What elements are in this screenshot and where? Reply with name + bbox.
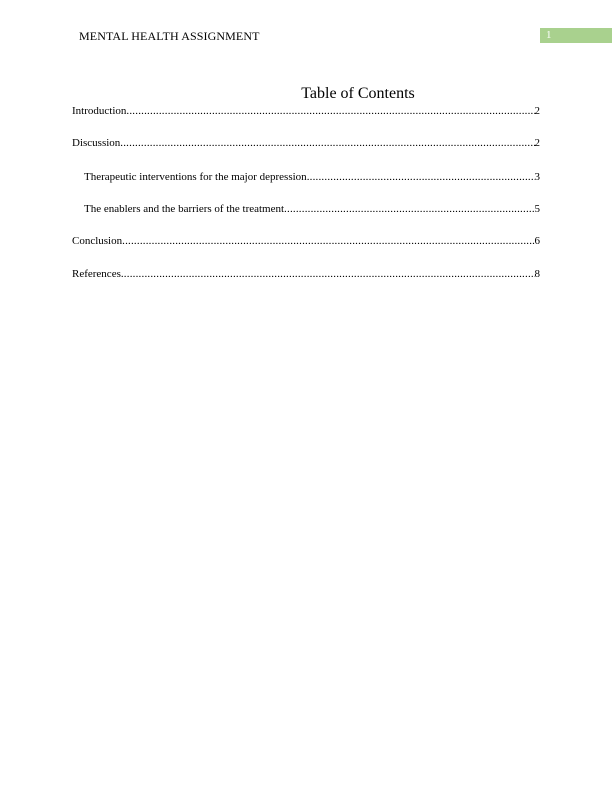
toc-entry-label: Introduction [72, 105, 127, 117]
toc-entry-page: 3 [534, 171, 540, 183]
toc-dot-leader [284, 202, 534, 216]
toc-dot-leader [126, 104, 534, 118]
toc-entry-page: 5 [534, 203, 540, 215]
page-number: 1 [546, 29, 552, 41]
toc-dot-leader [122, 234, 534, 248]
toc-entry-page: 2 [534, 105, 540, 117]
toc-entry-label: The enablers and the barriers of the treatment [84, 203, 285, 215]
toc-entry-label: Therapeutic interventions for the major depression [84, 171, 307, 183]
toc-entry-enablers-barriers[interactable] [84, 202, 540, 216]
page-number-badge [540, 28, 612, 43]
toc-entry-conclusion[interactable] [72, 234, 540, 248]
toc-entry-discussion[interactable] [72, 136, 540, 150]
toc-dot-leader [307, 170, 535, 184]
toc-entry-label: Discussion [72, 137, 121, 149]
toc-entry-references[interactable] [72, 267, 540, 281]
toc-dot-leader [121, 267, 535, 281]
running-head: MENTAL HEALTH ASSIGNMENT [79, 29, 260, 43]
toc-title: Table of Contents [301, 85, 415, 102]
toc-entry-introduction[interactable] [72, 104, 540, 118]
toc-entry-page: 8 [534, 268, 540, 280]
toc-entry-therapeutic-interventions[interactable] [84, 170, 540, 184]
toc-entry-page: 2 [534, 137, 540, 149]
toc-entry-label: References [72, 268, 121, 280]
toc-dot-leader [120, 136, 534, 150]
toc-entry-label: Conclusion [72, 235, 123, 247]
toc-entry-page: 6 [534, 235, 540, 247]
